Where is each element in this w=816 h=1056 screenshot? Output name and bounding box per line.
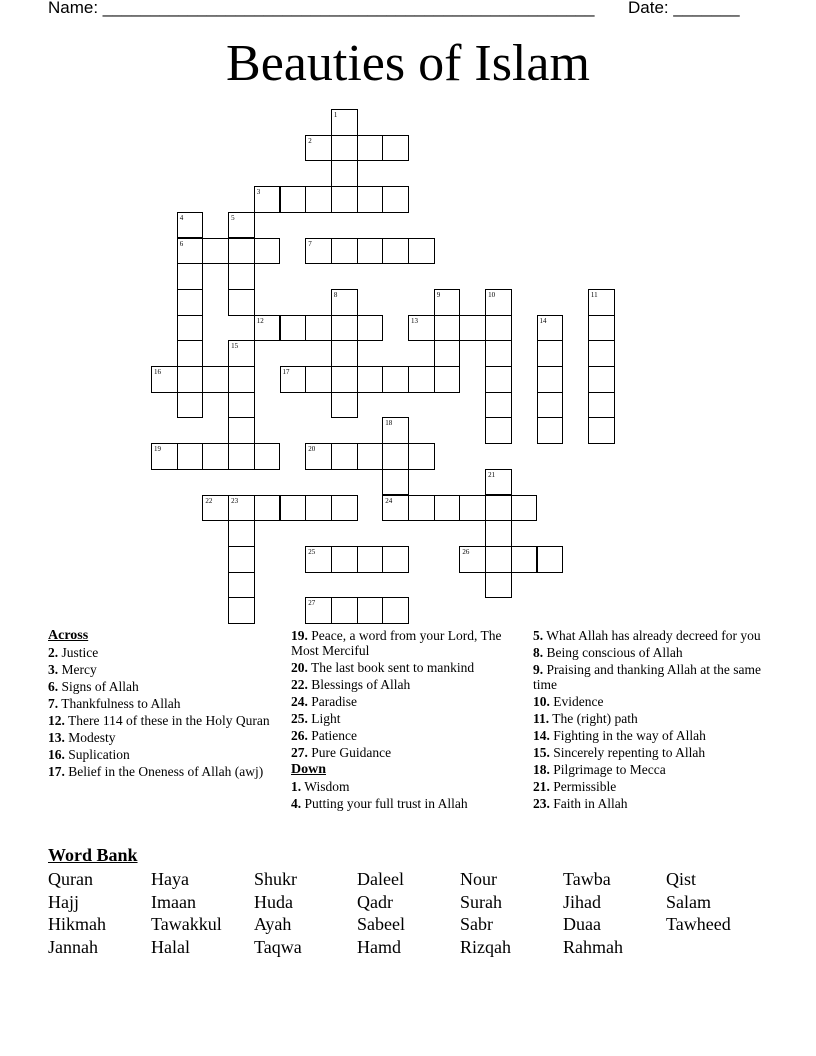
cell-number: 22 (205, 496, 213, 505)
cell-number: 27 (308, 599, 316, 608)
grid-cell[interactable] (254, 443, 281, 470)
grid-cell[interactable] (305, 186, 332, 213)
across-clue (291, 711, 523, 726)
cell-number: 7 (308, 239, 312, 248)
clue-text: What Allah has already decreed for you (543, 628, 761, 643)
grid-cell[interactable] (357, 597, 384, 624)
grid-cell[interactable] (537, 417, 564, 444)
grid-cell[interactable] (485, 392, 512, 419)
grid-cell[interactable] (485, 417, 512, 444)
cell-number: 8 (333, 290, 338, 299)
grid-cell[interactable] (511, 546, 538, 573)
grid-cell[interactable] (151, 366, 178, 393)
grid-cell[interactable] (305, 135, 332, 162)
clue-text: The (right) path (549, 711, 638, 726)
grid-cell[interactable] (280, 186, 307, 213)
word-bank-item: Duaa (563, 914, 601, 934)
across-clue (48, 645, 278, 660)
clue-text: Thankfulness to Allah (58, 696, 181, 711)
clue-text: Evidence (549, 694, 604, 709)
clue-number: 21. (533, 779, 550, 794)
down-clue (533, 728, 763, 743)
grid-cell[interactable] (177, 443, 204, 470)
cell-number: 25 (308, 547, 316, 556)
word-bank-item: Ayah (254, 914, 292, 934)
clue-text: Suplication (64, 747, 130, 762)
clue-text: Wisdom (301, 779, 350, 794)
grid-cell[interactable] (588, 289, 615, 316)
word-bank (48, 868, 788, 958)
clue-number: 22. (291, 677, 308, 692)
grid-cell[interactable] (228, 238, 255, 265)
grid-cell[interactable] (485, 366, 512, 393)
clue-text: Pilgrimage to Mecca (549, 762, 666, 777)
cell-number: 20 (308, 445, 316, 454)
word-bank-item: Hajj (48, 891, 79, 912)
word-bank-item: Tawakkul (151, 914, 222, 934)
word-bank-item: Daleel (357, 869, 404, 889)
page-title: Beauties of Islam (226, 35, 590, 92)
grid-cell[interactable] (305, 597, 332, 624)
word-bank-item: Hamd (357, 936, 401, 957)
grid-cell[interactable] (408, 495, 435, 522)
grid-cell[interactable] (357, 366, 384, 393)
grid-cell[interactable] (202, 366, 229, 393)
across-clue (48, 730, 278, 745)
cell-number: 14 (539, 316, 547, 325)
clue-text: Permissible (549, 779, 617, 794)
grid-cell[interactable] (357, 238, 384, 265)
down-heading: Down (291, 762, 327, 777)
clue-number: 20. (291, 660, 308, 675)
grid-cell[interactable] (305, 366, 332, 393)
word-bank-item: Rizqah (460, 936, 511, 957)
grid-cell[interactable] (305, 546, 332, 573)
clue-text: Patience (307, 728, 357, 743)
grid-cell[interactable] (228, 340, 255, 367)
grid-cell[interactable] (202, 238, 229, 265)
grid-cell[interactable] (331, 238, 358, 265)
clue-number: 7. (48, 696, 59, 711)
cell-number: 10 (488, 290, 496, 299)
grid-cell[interactable] (382, 469, 409, 496)
grid-cell[interactable] (331, 109, 358, 136)
grid-cell[interactable] (434, 495, 461, 522)
clue-text: Signs of Allah (58, 679, 139, 694)
down-clue (533, 711, 763, 726)
clue-number: 5. (533, 628, 544, 643)
grid-cell[interactable] (331, 392, 358, 419)
grid-cell[interactable] (485, 495, 512, 522)
clue-text: Belief in the Oneness of Allah (awj) (64, 764, 264, 779)
clue-text: Modesty (64, 730, 116, 745)
grid-cell[interactable] (305, 495, 332, 522)
across-clue (48, 662, 278, 677)
word-bank-item: Salam (666, 891, 711, 912)
grid-cell[interactable] (485, 520, 512, 547)
clue-text: Mercy (58, 662, 97, 677)
grid-cell[interactable] (280, 495, 307, 522)
cell-number: 18 (385, 419, 393, 428)
clue-text: Praising and thanking Allah at the same time (533, 662, 761, 692)
grid-cell[interactable] (588, 417, 615, 444)
grid-cell[interactable] (151, 443, 178, 470)
clue-number: 25. (291, 711, 308, 726)
cell-number: 15 (231, 342, 239, 351)
grid-cell[interactable] (305, 315, 332, 342)
across-clue (48, 747, 278, 762)
word-bank-item: Haya (151, 869, 189, 889)
header (0, 0, 816, 22)
down-clue (533, 796, 763, 811)
word-bank-item: Imaan (151, 891, 196, 912)
grid-cell[interactable] (254, 315, 281, 342)
grid-cell[interactable] (485, 572, 512, 599)
grid-cell[interactable] (357, 135, 384, 162)
grid-cell[interactable] (228, 289, 255, 316)
grid-cell[interactable] (177, 212, 204, 239)
clue-number: 11. (533, 711, 550, 726)
grid-cell[interactable] (459, 315, 486, 342)
cell-number: 4 (179, 213, 184, 222)
word-bank-item: Surah (460, 891, 502, 912)
cell-number: 6 (179, 239, 184, 248)
grid-cell[interactable] (228, 546, 255, 573)
clue-number: 4. (291, 796, 302, 811)
grid-cell[interactable] (382, 597, 409, 624)
clue-number: 8. (533, 645, 544, 660)
word-bank-title: Word Bank (48, 845, 138, 865)
clue-text: Justice (58, 645, 99, 660)
grid-cell[interactable] (485, 546, 512, 573)
grid-cell[interactable] (434, 366, 461, 393)
grid-cell[interactable] (177, 340, 204, 367)
clue-text: The last book sent to mankind (307, 660, 475, 675)
clue-number: 17. (48, 764, 65, 779)
word-bank-item: Jannah (48, 936, 98, 957)
across-clue (48, 696, 278, 711)
word-bank-item: Huda (254, 891, 293, 912)
grid-cell[interactable] (228, 597, 255, 624)
grid-cell[interactable] (588, 340, 615, 367)
clue-number: 10. (533, 694, 550, 709)
grid-cell[interactable] (537, 392, 564, 419)
clue-number: 12. (48, 713, 65, 728)
word-bank-item: Halal (151, 936, 190, 957)
clue-number: 14. (533, 728, 550, 743)
clue-text: Light (307, 711, 341, 726)
grid-cell[interactable] (382, 495, 409, 522)
grid-cell[interactable] (357, 546, 384, 573)
grid-cell[interactable] (331, 597, 358, 624)
clue-number: 13. (48, 730, 65, 745)
word-bank-item: Shukr (254, 869, 298, 889)
clue-number: 9. (533, 662, 544, 677)
word-bank-item: Nour (460, 869, 497, 889)
clues-column-2 (291, 628, 523, 813)
clue-text: Paradise (307, 694, 357, 709)
grid-cell[interactable] (254, 495, 281, 522)
grid-cell[interactable] (537, 366, 564, 393)
clue-number: 27. (291, 745, 308, 760)
grid-cell[interactable] (305, 238, 332, 265)
cell-number: 13 (411, 316, 418, 325)
cell-number: 24 (385, 496, 393, 505)
clue-number: 18. (533, 762, 550, 777)
grid-cell[interactable] (434, 289, 461, 316)
across-clue (291, 745, 523, 760)
clues-column-1 (48, 628, 278, 781)
across-clue (291, 660, 523, 675)
grid-cell[interactable] (228, 495, 255, 522)
grid-cell[interactable] (228, 263, 255, 290)
cell-number: 11 (590, 290, 598, 299)
clue-number: 16. (48, 747, 65, 762)
grid-cell[interactable] (228, 572, 255, 599)
grid-cell[interactable] (331, 546, 358, 573)
grid-cell[interactable] (228, 366, 255, 393)
word-bank-item: Rahmah (563, 936, 623, 957)
grid-cell[interactable] (177, 366, 204, 393)
grid-cell[interactable] (408, 366, 435, 393)
down-clue (291, 796, 523, 811)
across-clue (291, 628, 523, 658)
clue-number: 23. (533, 796, 550, 811)
grid-cell[interactable] (228, 212, 255, 239)
grid-cell[interactable] (254, 238, 281, 265)
word-bank-item: Tawheed (666, 914, 731, 934)
grid-cell[interactable] (459, 546, 486, 573)
grid-cell[interactable] (331, 186, 358, 213)
clue-number: 24. (291, 694, 308, 709)
cell-number: 16 (154, 368, 161, 376)
grid-cell[interactable] (485, 289, 512, 316)
grid-cell[interactable] (177, 263, 204, 290)
grid-cell[interactable] (331, 366, 358, 393)
grid-cell[interactable] (408, 315, 435, 342)
grid-cell[interactable] (537, 315, 564, 342)
clue-number: 15. (533, 745, 550, 760)
clue-text: Fighting in the way of Allah (549, 728, 706, 743)
grid-cell[interactable] (331, 443, 358, 470)
grid-cell[interactable] (177, 238, 204, 265)
cell-number: 1 (333, 111, 338, 119)
grid-cell[interactable] (459, 495, 486, 522)
grid-cell[interactable] (177, 392, 204, 419)
grid-cell[interactable] (382, 135, 409, 162)
clue-number: 2. (48, 645, 59, 660)
grid-cell[interactable] (485, 469, 512, 496)
across-clue (291, 677, 523, 692)
cell-number: 5 (231, 213, 235, 222)
grid-cell[interactable] (588, 366, 615, 393)
grid-cell[interactable] (331, 160, 358, 187)
cell-number: 17 (282, 368, 290, 376)
grid-cell[interactable] (588, 315, 615, 342)
grid-cell[interactable] (202, 443, 229, 470)
clue-text: Peace, a word from your Lord, The Most Merciful (291, 628, 502, 658)
clue-number: 6. (48, 679, 59, 694)
clue-number: 26. (291, 728, 308, 743)
grid-cell[interactable] (382, 186, 409, 213)
cell-number: 26 (462, 547, 470, 556)
grid-cell[interactable] (228, 520, 255, 547)
across-clue (48, 713, 278, 728)
grid-cell[interactable] (485, 315, 512, 342)
down-clue (533, 779, 763, 794)
clue-number: 1. (291, 779, 302, 794)
cell-number: 12 (256, 316, 264, 325)
grid-cell[interactable] (254, 186, 281, 213)
grid-cell[interactable] (382, 238, 409, 265)
grid-cell[interactable] (357, 443, 384, 470)
clue-text: Sincerely repenting to Allah (549, 745, 706, 760)
grid-cell[interactable] (408, 443, 435, 470)
grid-cell[interactable] (331, 289, 358, 316)
grid-cell[interactable] (485, 340, 512, 367)
grid-cell[interactable] (228, 417, 255, 444)
word-bank-item: Qist (666, 869, 697, 889)
grid-cell[interactable] (177, 315, 204, 342)
cell-number: 2 (308, 136, 312, 145)
word-bank-item: Qadr (357, 891, 393, 912)
grid-cell[interactable] (537, 340, 564, 367)
word-bank-item: Hikmah (48, 914, 106, 934)
grid-cell[interactable] (177, 289, 204, 316)
grid-cell[interactable] (357, 186, 384, 213)
clue-text: Putting your full trust in Allah (301, 796, 468, 811)
word-bank-item: Sabr (460, 914, 493, 934)
cell-number: 21 (488, 470, 496, 479)
down-clue (291, 779, 523, 794)
grid-cell[interactable] (588, 392, 615, 419)
clue-text: Faith in Allah (549, 796, 628, 811)
down-clue (533, 694, 763, 709)
clue-text: There 114 of these in the Holy Quran (64, 713, 270, 728)
across-clue (291, 694, 523, 709)
cell-number: 23 (231, 496, 239, 505)
grid-cell[interactable] (408, 238, 435, 265)
down-clue (533, 662, 763, 692)
name-field[interactable]: Name: ____________________________________________________ (48, 0, 595, 17)
clues-column-3 (533, 628, 763, 813)
clue-text: Pure Guidance (307, 745, 392, 760)
grid-cell[interactable] (357, 315, 384, 342)
grid-cell[interactable] (228, 392, 255, 419)
grid-cell[interactable] (305, 443, 332, 470)
clue-text: Blessings of Allah (307, 677, 411, 692)
grid-cell[interactable] (331, 315, 358, 342)
cell-number: 19 (154, 445, 161, 454)
grid-cell[interactable] (202, 495, 229, 522)
grid-cell[interactable] (382, 417, 409, 444)
date-field[interactable]: Date: _______ (628, 0, 740, 17)
cell-number: 9 (436, 290, 441, 299)
grid-cell[interactable] (331, 495, 358, 522)
down-clue (533, 645, 763, 660)
grid-cell[interactable] (280, 366, 307, 393)
down-clue (533, 745, 763, 760)
grid-cell[interactable] (537, 546, 564, 573)
grid-cell[interactable] (280, 315, 307, 342)
clue-text: Being conscious of Allah (543, 645, 683, 660)
word-bank-item: Jihad (563, 891, 601, 912)
grid-cell[interactable] (382, 366, 409, 393)
across-heading: Across (48, 628, 89, 643)
grid-cell[interactable] (434, 315, 461, 342)
clue-number: 3. (48, 662, 59, 677)
down-clue (533, 762, 763, 777)
word-bank-item: Tawba (563, 869, 611, 889)
cell-number: 3 (256, 188, 261, 197)
grid-cell[interactable] (331, 135, 358, 162)
word-bank-item: Sabeel (357, 914, 405, 934)
word-bank-item: Quran (48, 869, 93, 889)
across-clue (291, 728, 523, 743)
across-clue (48, 679, 278, 694)
grid-cell[interactable] (511, 495, 538, 522)
across-clue (48, 764, 278, 779)
grid-cell[interactable] (382, 443, 409, 470)
grid-cell[interactable] (434, 340, 461, 367)
grid-cell[interactable] (382, 546, 409, 573)
word-bank-item: Taqwa (254, 936, 302, 957)
down-clue (533, 628, 763, 643)
clue-number: 19. (291, 628, 308, 643)
grid-cell[interactable] (228, 443, 255, 470)
grid-cell[interactable] (331, 340, 358, 367)
